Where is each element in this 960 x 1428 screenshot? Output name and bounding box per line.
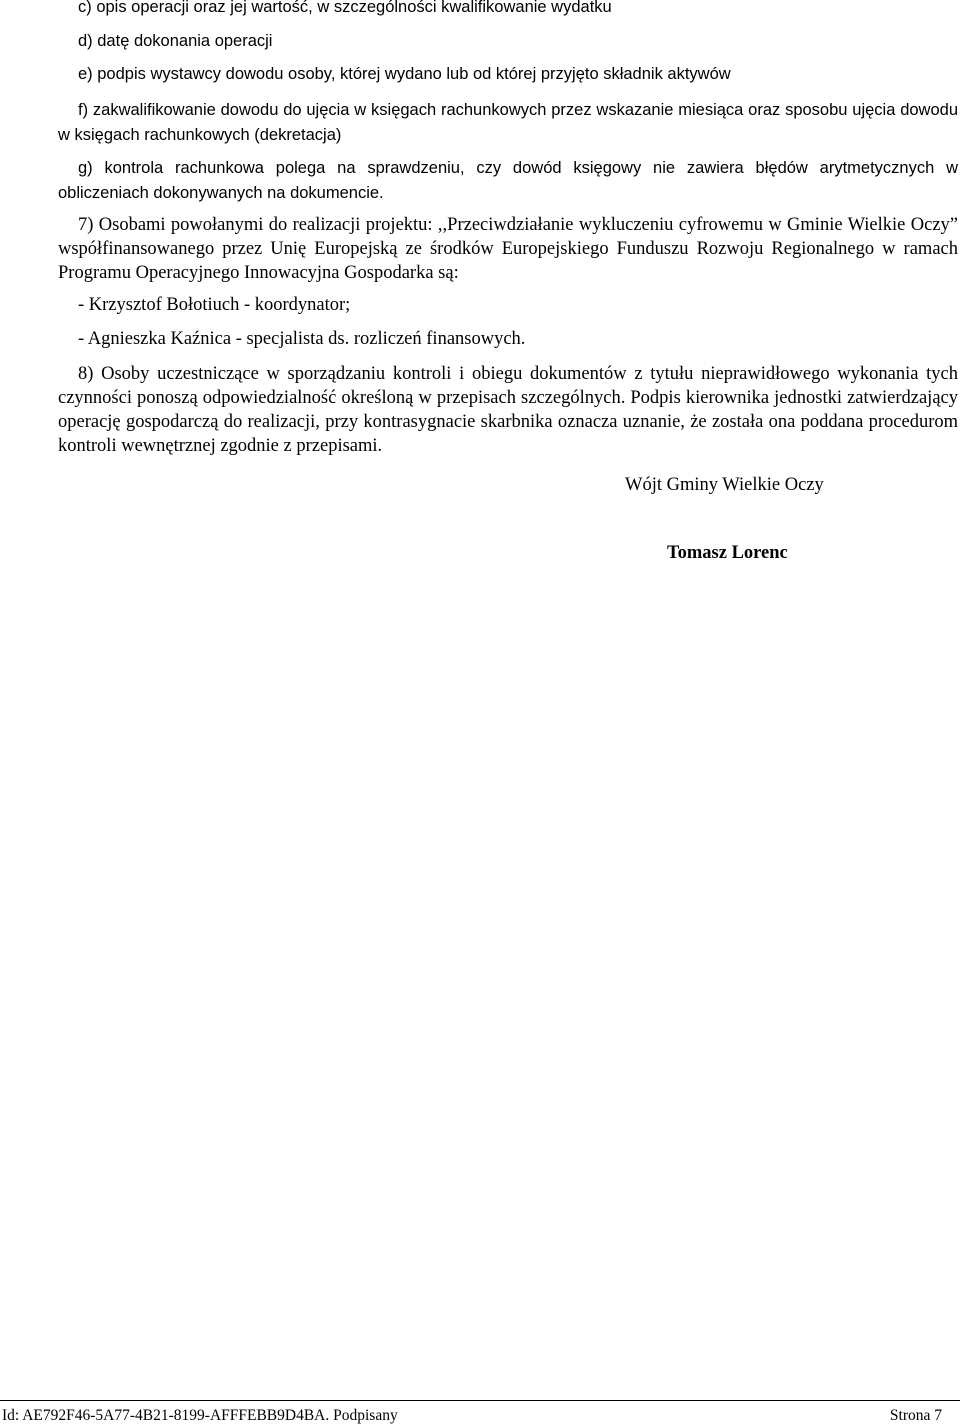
footer-divider <box>0 1400 960 1401</box>
person-coordinator: - Krzysztof Bołotiuch - koordynator; <box>78 295 351 315</box>
item-e: e) podpis wystawcy dowodu osoby, której wydano lub od której przyjęto składnik aktywów <box>78 65 731 83</box>
footer-document-id: Id: AE792F46-5A77-4B21-8199-AFFFEBB9D4BA. Podpisany <box>2 1407 398 1424</box>
signature-name: Tomasz Lorenc <box>667 543 788 563</box>
item-c: c) opis operacji oraz jej wartość, w szczególności kwalifikowanie wydatku <box>78 0 612 16</box>
item-f: f) zakwalifikowanie dowodu do ujęcia w księgach rachunkowych przez wskazanie miesiąca oraz sposobu ujęcia dowodu w księgach rachunkowych (dekretacja) <box>58 101 958 144</box>
section-7-paragraph: 7) Osobami powołanymi do realizacji projektu: ,,Przeciwdziałanie wykluczeniu cyfrowemu w Gminie Wielkie Oczy” współfinansowanego przez Unię Europejską ze środków Europejskiego Funduszu Rozwoju Regionalnego w ramach Programu Operacyjnego Innowacyjna Gospodarka są: <box>58 215 958 283</box>
signature-title: Wójt Gminy Wielkie Oczy <box>625 475 824 495</box>
item-g: g) kontrola rachunkowa polega na sprawdzeniu, czy dowód księgowy nie zawiera błędów arytmetycznych w obliczeniach dokonywanych na dokumencie. <box>58 159 958 202</box>
item-d: d) datę dokonania operacji <box>78 32 273 50</box>
footer-page-number: Strona 7 <box>889 1407 942 1424</box>
section-8-paragraph: 8) Osoby uczestniczące w sporządzaniu kontroli i obiegu dokumentów z tytułu nieprawidłowego wykonania tych czynności ponoszą odpowiedzialność określoną w przepisach szczególnych. Podpis kierownika jednostki zatwierdzający operację gospodarczą do realizacji, przy kontrasygnacie skarbnika oznacza uznanie, że została ona poddana procedurom kontroli wewnętrznej zgodnie z przepisami. <box>58 364 958 456</box>
person-specialist: - Agnieszka Kaźnica - specjalista ds. rozliczeń finansowych. <box>78 329 526 349</box>
